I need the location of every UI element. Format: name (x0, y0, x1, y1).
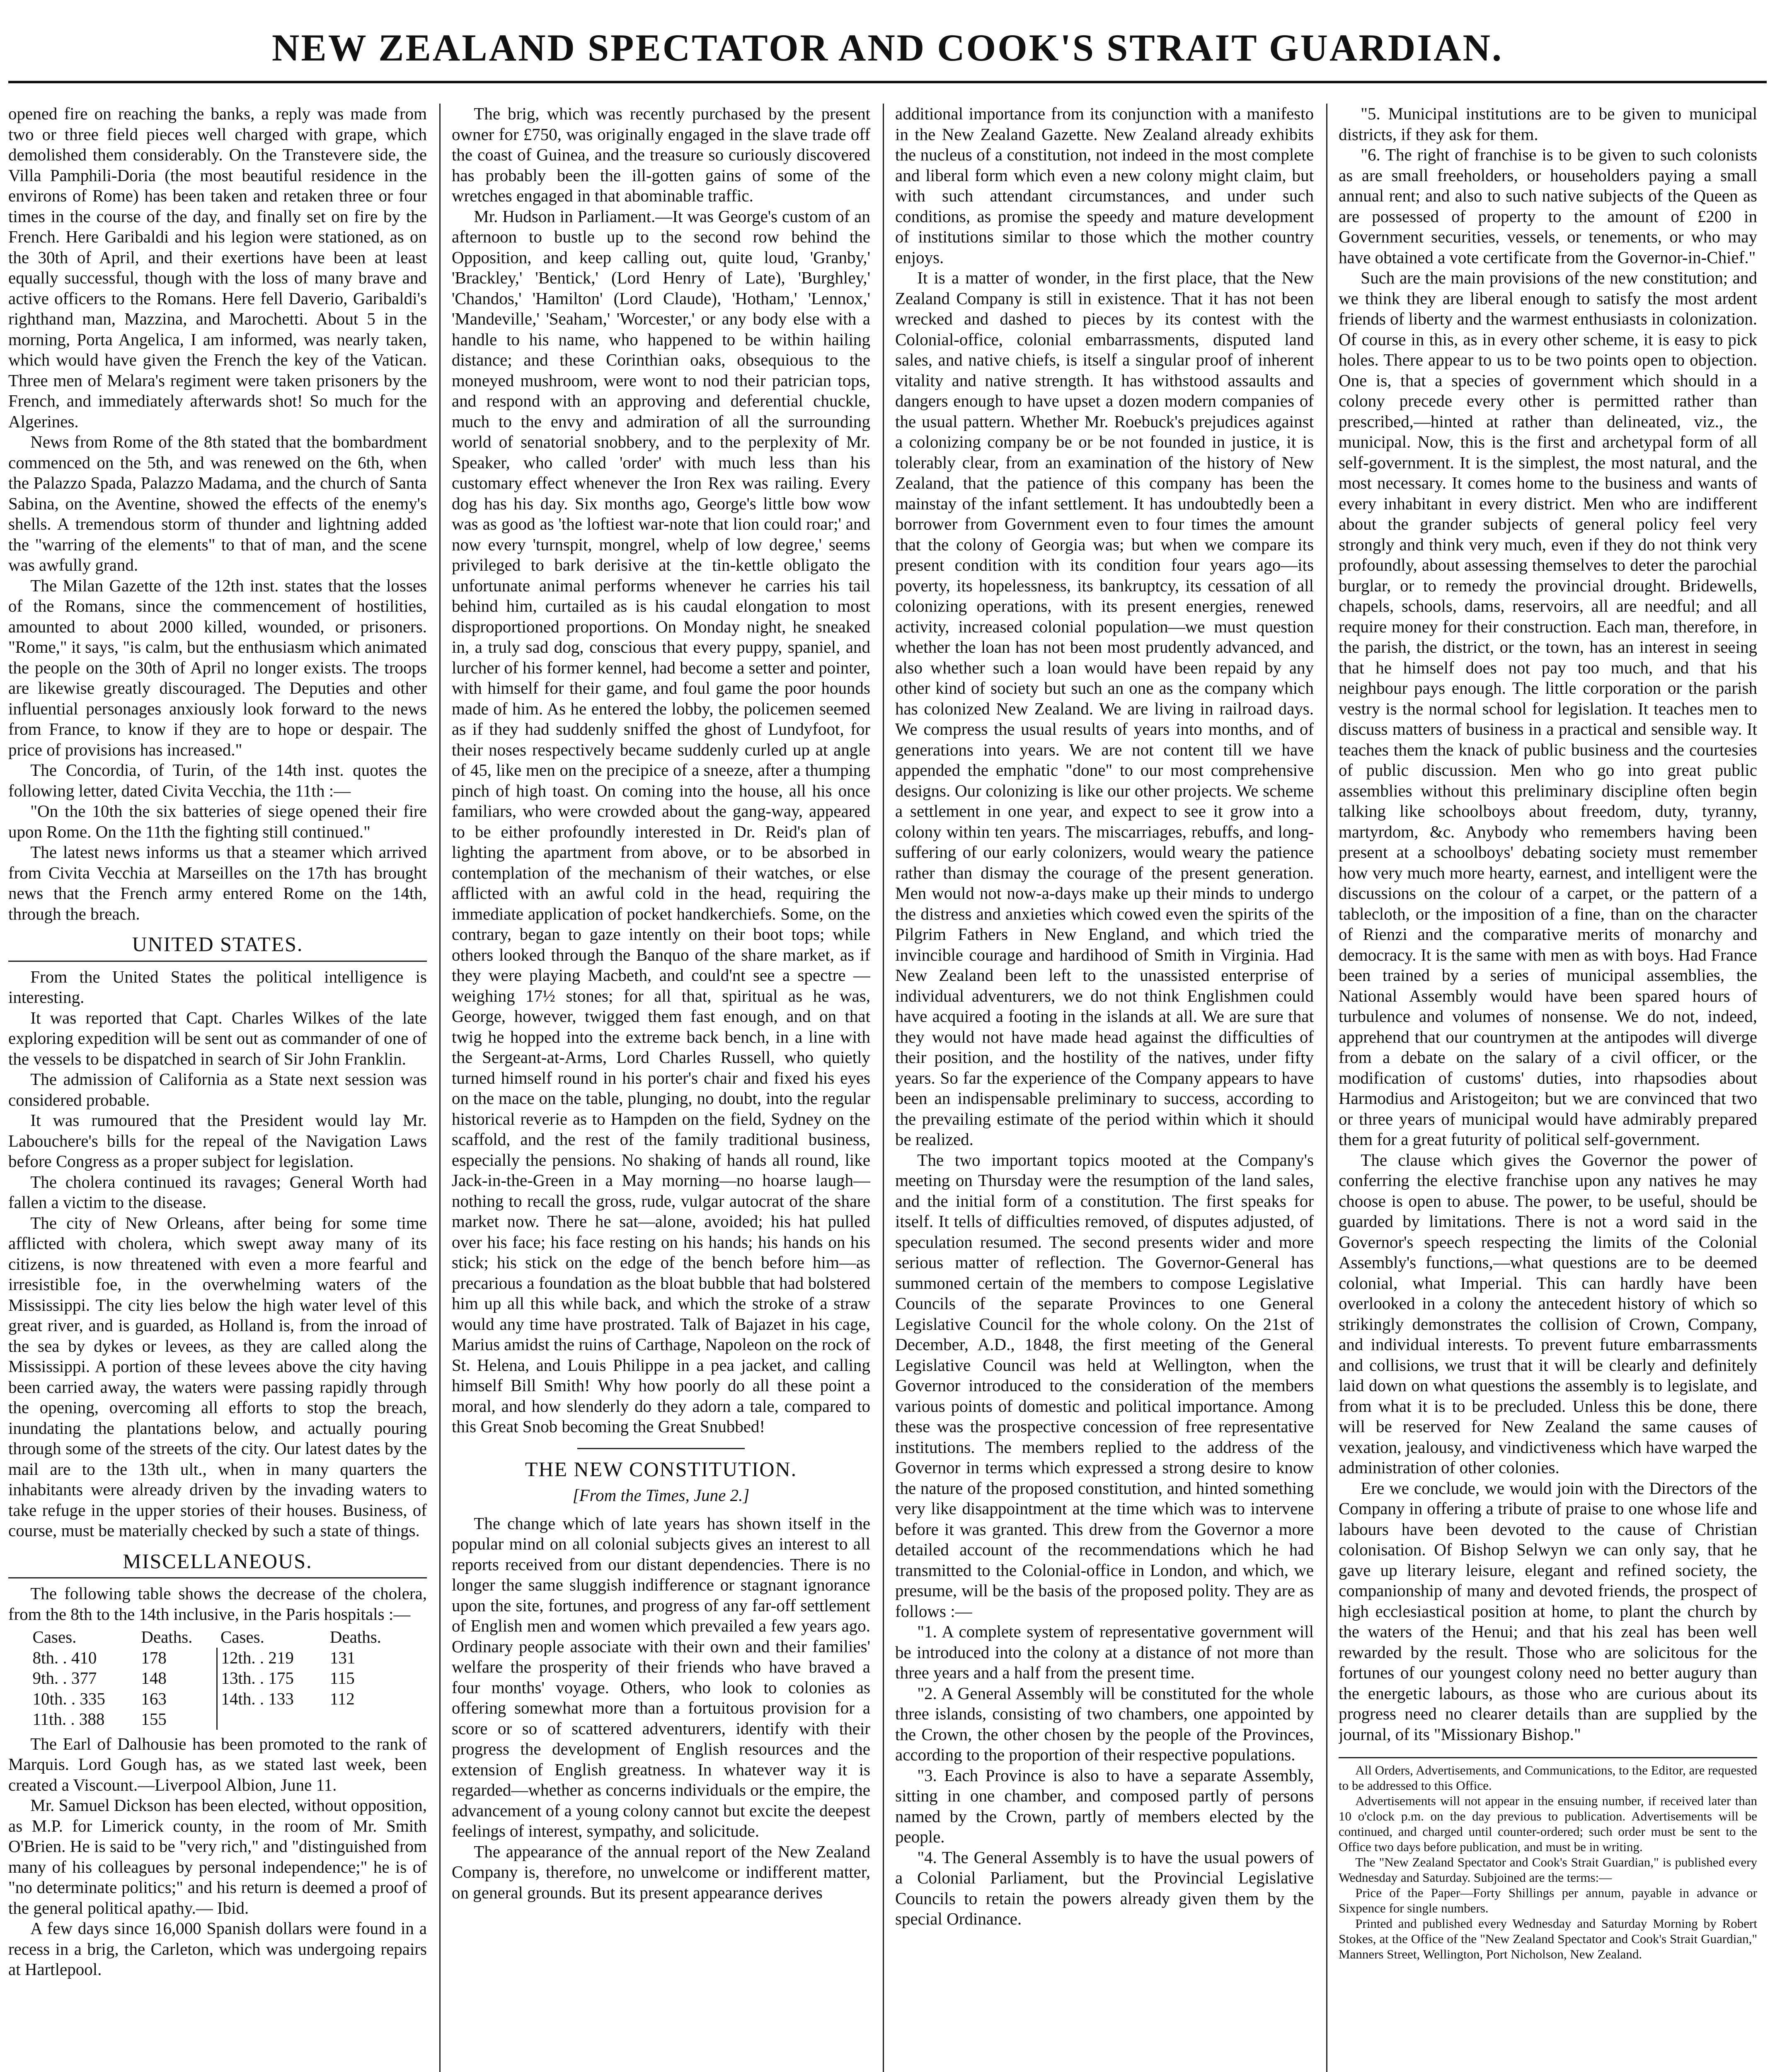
imprint-line: The "New Zealand Spectator and Cook's Strait Guardian," is published every Wednesday and Saturday. Subjoined are the terms:— (1339, 1855, 1757, 1885)
paragraph: The city of New Orleans, after being for some time afflicted with cholera, which swept away many of its citizens, is now threatened with even a more fearful and irresistible foe, in the overwhelming waters of the Mississippi. The city lies below the high water level of this great river, and is guarded, as Holland is, from the inroad of the sea by dykes or levees, as they are called along the Mississippi. A portion of these levees above the city having been carried away, the waters were passing rapidly through the opening, overcoming all efforts to stop the breach, inundating the plantations below, and actually pouring through some of the streets of the city. Our latest dates by the mail are to the 13th ult., when in many quarters the inhabitants were already driven by the invading waters to take refuge in the upper stories of their houses. Business, of course, must be materially checked by such a state of things. (8, 1213, 427, 1540)
table-cell: 115 (329, 1668, 355, 1687)
table-header-row (29, 1627, 406, 1648)
table-row (29, 1668, 406, 1689)
imprint-line: All Orders, Advertisements, and Communications, to the Editor, are requested to be addressed to this Office. (1339, 1763, 1757, 1793)
paragraph: The latest news informs us that a steamer which arrived from Civita Vecchia at Marseilles on the 17th has brought news that the French army entered Rome on the 14th, through the breach. (8, 842, 427, 923)
table-header: Cases. (32, 1627, 77, 1646)
table-cell: 8th. . 410 (32, 1648, 97, 1667)
paragraph: It is a matter of wonder, in the first place, that the New Zealand Company is still in existence. That it has not been wrecked and dashed to pieces by its contest with the Colonial-office, colonial embarrassments, disputed land sales, and native chiefs, is itself a singular proof of inherent vitality and native strength. It has withstood assaults and dangers enough to have upset a dozen modern companies of the usual pattern. Whether Mr. Roebuck's prejudices against a colonizing company be or be not founded in justice, it is tolerably clear, from an examination of the history of New Zealand, that the patience of this company has been the mainstay of the infant settlement. It has undoubtedly been a borrower from Government even to four times the amount that the colony of Georgia was; but when we compare its present condition with its condition four years ago—its poverty, its hopelessness, its bankruptcy, its cessation of all colonizing operations, with its present energies, renewed activity, increased colonial population—we must question whether the loan has not been most prudently advanced, and also whether such a loan would have been repaid by any other kind of society but such an one as the company which has colonized New Zealand. We are living in railroad days. We compress the usual results of years into months, and of generations into years. We are not content till we have appended the emphatic "done" to our most comprehensive designs. Our colonizing is like our other projects. We scheme a settlement in one year, and expect to see it grow into a colony within ten years. The miscarriages, rebuffs, and long-suffering of our early colonizers, would weary the patience rather than dismay the courage of the present generation. Men would not now-a-days make up their minds to undergo the distress and anxieties which cowed even the spirits of the Pilgrim Fathers in New England, and which tried the invincible courage and hardihood of Smith in Virginia. Had New Zealand been left to the unassisted enterprise of individual adventurers, we do not think Englishmen could have acquired a footing in the islands at all. We are sure that they would not have made head against the difficulties of their position, and the hostility of the natives, under fifty years. So far the experience of the Company appears to have been an indispensable preliminary to success, according to the prevailing estimate of the period within which it should be realized. (895, 268, 1314, 1149)
paragraph: A few days since 16,000 Spanish dollars were found in a recess in a brig, the Carleton, which was undergoing repairs at Hartlepool. (8, 1919, 427, 1979)
column-divider (883, 104, 884, 2072)
source-line: [From the Times, June 2.] (572, 1486, 750, 1505)
table-cell: 12th. . 219 (221, 1648, 294, 1667)
paragraph: From the United States the political intelligence is interesting. (8, 967, 427, 1007)
paragraph: "2. A General Assembly will be constituted for the whole three islands, consisting of two chambers, one appointed by the Crown, the other chosen by the people of the Provinces, according to the proportion of their respective populations. (895, 1683, 1314, 1764)
paragraph: Mr. Samuel Dickson has been elected, without opposition, as M.P. for Limerick county, in the room of Mr. Smith O'Brien. He is said to be "very rich," and "distinguished from many of his colleagues by personal independence;" he is of "no determinate politics;" and his return is deemed a proof of the general political apathy.— Ibid. (8, 1796, 427, 1917)
column-2 (452, 104, 870, 2072)
section-rule (8, 1577, 427, 1578)
paragraph: The admission of California as a State next session was considered probable. (8, 1070, 427, 1109)
column-4 (1339, 104, 1757, 2072)
table-cell: 14th. . 133 (221, 1689, 294, 1708)
section-heading-miscellaneous: MISCELLANEOUS. (123, 1549, 312, 1573)
table-cell: 13th. . 175 (221, 1668, 294, 1687)
table-cell: 131 (329, 1648, 356, 1667)
paragraph: Such are the main provisions of the new constitution; and we think they are liberal enough to satisfy the most ardent friends of liberty and the warmest enthusiasts in colonization. Of course in this, as in every other scheme, it is easy to pick holes. There appear to us to be two points open to objection. One is, that a species of government which should in a colony precede every other is permitted rather than prescribed,—hinted at rather than delineated, viz., the municipal. Now, this is the first and archetypal form of all self-government. It is the simplest, the most natural, and the most necessary. It comes home to the business and wants of every inhabitant in every district. Men who are indifferent about the grander subjects of general policy feel very strongly and think very much, even if they do not think very profoundly, about assessing themselves to deter the parochial burglar, or to remedy the provincial drought. Bridewells, chapels, schools, dams, reservoirs, all are needful; and all require money for their construction. Each man, therefore, in the parish, the district, or the town, has an interest in seeing that he himself does not pay too much, and that his neighbour pays enough. The little corporation or the parish vestry is the normal school for legislation. It teaches men to discuss matters of business in a practical and sensible way. It teaches them the knack of public business and the courtesies of public discussion. Men who go into great public assemblies without this preliminary discipline often begin talking like schoolboys about freedom, duty, tyranny, martyrdom, &c. Anybody who remembers having been present at a schoolboys' debating society must remember how very much more hearty, earnest, and intelligent were the discussions on the colour of a carpet, or the pattern of a tablecloth, or the imposition of a fine, than on the character of Rienzi and the comparative merits of monarchy and democracy. It is the same with men as with boys. Had France been trained by a series of municipal assemblies, the National Assembly would have been spared hours of turbulence and volumes of nonsense. We do not, indeed, apprehend that our countrymen at the antipodes will diverge from a debate on the salary of a civil officer, or the modification of customs' duties, into rhapsodies about Harmodius and Aristogeiton; but we are convinced that two or three years of municipal would have admirably prepared them for a great futurity of political self-government. (1339, 268, 1757, 1149)
paragraph: The two important topics mooted at the Company's meeting on Thursday were the resumption of the land sales, and the initial form of a constitution. The first speaks for itself. It tells of difficulties removed, of disputes adjusted, of speculation resumed. The second presents wider and more serious matter of reflection. The Governor-General has summoned certain of the members to compose Legislative Councils of the separate Provinces to one General Legislative Council for the whole colony. On the 21st of December, A.D., 1848, the first meeting of the General Legislative Council was held at Wellington, when the Governor introduced to the consideration of the members various points of domestic and political importance. Among these was the prospective concession of free representative institutions. The members replied to the address of the Governor in terms which expressed a strong desire to know the nature of the proposed constitution, and hinted something very like disappointment at the time which was to intervene before it was granted. This drew from the Governor a more detailed account of the recommendations which he had transmitted to the Colonial-office in London, and which, we presume, will be the basis of the proposed polity. They are as follows :— (895, 1150, 1314, 1621)
paragraph: The Earl of Dalhousie has been promoted to the rank of Marquis. Lord Gough has, as we stated last week, been created a Viscount.—Liverpool Albion, June 11. (8, 1734, 427, 1794)
cholera-table (29, 1627, 406, 1730)
paragraph: opened fire on reaching the banks, a reply was made from two or three field pieces well charged with grape, which demolished them considerably. On the Transtevere side, the Villa Pamphili-Doria (the most beautiful residence in the environs of Rome) has been taken and retaken three or four times in the course of the day, and finally set on fire by the French. Here Garibaldi and his legion were stationed, as on the 30th of April, and their exertions have been at least equally successful, though with the loss of many brave and active officers to the Romans. Here fell Daverio, Garibaldi's righthand man, Mazzina, and Marochetti. About 5 in the morning, Porta Angelica, I am informed, was nearly taken, which would have given the French the key of the Vatican. Three men of Melara's regiment were taken prisoners by the French, and immediately afterwards shot! So much for the Algerines. (8, 104, 427, 431)
paragraph: "On the 10th the six batteries of siege opened their fire upon Rome. On the 11th the fighting still continued." (8, 801, 427, 841)
table-header: Deaths. (141, 1627, 193, 1646)
paragraph: additional importance from its conjunction with a manifesto in the New Zealand Gazette. New Zealand already exhibits the nucleus of a constitution, not indeed in the most complete and liberal form which even a new colony might claim, but with such attendant circumstances, and under such conditions, as promise the speedy and mature development of institutions similar to those which the mother country enjoys. (895, 104, 1314, 267)
table-cell: 178 (138, 1648, 217, 1668)
table-header: Deaths. (329, 1627, 381, 1646)
paragraph: The appearance of the annual report of the New Zealand Company is, therefore, no unwelcome or indifferent matter, on general grounds. But its present appearance derives (452, 1842, 870, 1902)
table-cell: 112 (329, 1689, 355, 1708)
section-rule (8, 961, 427, 962)
table-cell: 163 (138, 1689, 217, 1709)
publisher-imprint (1339, 1757, 1757, 1962)
table-cell (217, 1709, 327, 1730)
paragraph: The Milan Gazette of the 12th inst. states that the losses of the Romans, since the commencement of hostilities, amounted to about 2000 killed, wounded, or prisoners. "Rome," it says, "is calm, but the enthusiasm which animated the people on the 30th of April no longer exists. The troops are likewise greatly discouraged. The Deputies and other influential personages anxiously look forward to the news from France, to know if they are to hope or despair. The price of provisions has increased." (8, 576, 427, 759)
masthead: NEW ZEALAND SPECTATOR AND COOK'S STRAIT GUARDIAN. (271, 27, 1503, 69)
paragraph: "1. A complete system of representative government will be introduced into the colony at a distance of not more than three years and a half from the present time. (895, 1622, 1314, 1682)
table-row (29, 1648, 406, 1668)
imprint-line: Printed and published every Wednesday and Saturday Morning by Robert Stokes, at the Office of the "New Zealand Spectator and Cook's Strait Guardian," Manners Street, Wellington, Port Nicholson, New Zealand. (1339, 1916, 1757, 1961)
paragraph: It was reported that Capt. Charles Wilkes of the late exploring expedition will be sent out as commander of one of the vessels to be dispatched in search of Sir John Franklin. (8, 1008, 427, 1068)
table-row (29, 1689, 406, 1709)
section-heading-united-states: UNITED STATES. (132, 932, 303, 956)
column-divider (439, 104, 441, 2072)
paragraph: The clause which gives the Governor the power of conferring the elective franchise upon any natives he may choose is open to abuse. The power, to be useful, should be guarded by limitations. There is not a word said in the Governor's speech respecting the limits of the Colonial Assembly's functions,—what questions are to be deemed colonial, what Imperial. This can hardly have been overlooked in a colony the antecedent history of which so strikingly demonstrates the collision of Crown, Company, and individual interests. To prevent future embarrassments and collisions, we trust that it will be clearly and definitely laid down on what questions the assembly is to legislate, and from what it is to be precluded. Unless this be done, there will be reserved for New Zealand the same causes of vexation, jealousy, and vindictiveness which have warped the administration of other colonies. (1339, 1150, 1757, 1477)
paragraph: It was rumoured that the President would lay Mr. Labouchere's bills for the repeal of the Navigation Laws before Congress as a proper subject for legislation. (8, 1111, 427, 1171)
table-header: Cases. (220, 1627, 264, 1646)
paragraph: The brig, which was recently purchased by the present owner for £750, was originally engaged in the slave trade off the coast of Guinea, and the treasure so curiously discovered has probably been the ill-gotten gains of some of the wretches engaged in that abominable traffic. (452, 104, 870, 205)
column-divider (1326, 104, 1327, 2072)
paragraph: The change which of late years has shown itself in the popular mind on all colonial subjects gives an interest to all reports received from our distant dependencies. There is no longer the same sluggish indifference or stagnant ignorance upon the site, fortunes, and progress of any far-off settlement of English men and women which prevailed a few years ago. Ordinary people associate with their own and their families' welfare the prosperity of their friends who have braved a four months' voyage. Others, who look to colonies as offering somewhat more than a fortuitous provision for a score or so of scattered adventurers, identify with their progress the development of English resources and the extension of English greatness. In whatever way it is regarded—whether as concerns individuals or the empire, the advancement of a young colony cannot but excite the deepest feelings of interest, sympathy, and solicitude. (452, 1513, 870, 1840)
paragraph: "4. The General Assembly is to have the usual powers of a Colonial Parliament, but the Provincial Legislative Councils to retain the powers already given them by the special Ordinance. (895, 1847, 1314, 1928)
table-row (29, 1709, 406, 1730)
section-heading-new-constitution: THE NEW CONSTITUTION. (525, 1457, 797, 1481)
column-3 (895, 104, 1314, 2072)
imprint-line: Price of the Paper—Forty Shillings per annum, payable in advance or Sixpence for single numbers. (1339, 1886, 1757, 1915)
table-cell (327, 1709, 406, 1730)
paragraph: News from Rome of the 8th stated that the bombardment commenced on the 5th, and was renewed on the 6th, when the Palazzo Spada, Palazzo Madama, and the church of Santa Sabina, on the Aventine, showed the effects of the enemy's shells. A tremendous storm of thunder and lightning added the "warring of the elements" to that of man, and the scene was awfully grand. (8, 432, 427, 574)
paragraph: Ere we conclude, we would join with the Directors of the Company in offering a tribute of praise to one whose life and labours have been devoted to the cause of Christian colonisation. Of Bishop Selwyn we can only say, that he gave up literary leisure, elegant and refined society, the companionship of many and devoted friends, the prospect of high ecclesiastical position at home, to plant the church by the waters of the Henui; and that his zeal has been well rewarded by the result. Those who are solicitous for the fortunes of our youngest colony need no better augury than the energetic labours, as those who are curious about its progress need no clearer details than are supplied by the journal, of its "Missionary Bishop." (1339, 1478, 1757, 1744)
paragraph: The cholera continued its ravages; General Worth had fallen a victim to the disease. (8, 1172, 427, 1212)
masthead-rule (8, 81, 1767, 83)
column-1 (8, 104, 427, 2072)
table-cell: 11th. . 388 (32, 1709, 105, 1728)
paragraph: Mr. Hudson in Parliament.—It was George's custom of an afternoon to bustle up to the second row behind the Opposition, and keep calling out, quite loud, 'Granby,' 'Brackley,' 'Bentick,' (Lord Henry of Late), 'Burghley,' 'Chandos,' 'Hamilton' (Lord Claude), 'Hotham,' 'Lennox,' 'Mandeville,' 'Seaham,' 'Worcester,' or any body else with a handle to his name, who happened to be within hailing distance; and these Corinthian oaks, obsequious to the moneyed mushroom, were wont to nod their patrician tops, and respond with an approving and deferential chuckle, much to the envy and admiration of all the surrounding world of senatorial snobbery, and to the perplexity of Mr. Speaker, who called 'order' with much less than his customary effect whenever the Iron Rex was railing. Every dog has his day. Six months ago, George's little bow wow was as good as 'the loftiest war-note that lion could roar;' and now every 'turnspit, mongrel, whelp of low degree,' seems privileged to bark derisive at the tin-kettle obligato the unfortunate animal performs whenever he carries his tail behind him, curtailed as is his caudal elongation to most disproportioned proportions. On Monday night, he sneaked in, a truly sad dog, conscious that every puppy, spaniel, and lurcher of his former kennel, had become a setter and pointer, with himself for their game, and foul game the poor hounds made of him. As he entered the lobby, the policemen seemed as if they had suddenly sniffed the ghost of Lundyfoot, for their noses respectively became suddenly curled up at angle of 45, like men on the precipice of a sneeze, after a thumping pinch of high toast. On coming into the house, all his once familiars, who were crowded about the gang-way, appeared to be either profoundly interested in Dr. Reid's plan of lighting the apartment from above, or to be absorbed in contemplation of the mechanism of their watches, or else afflicted with an awful cold in the head, requiring the immediate application of pocket handkerchiefs. Some, on the contrary, began to gaze intently on their boot tops; while others looked through the Banquo of the share market, as if they were playing Macbeth, and could'nt see a spectre —weighing 17½ stones; for all that, spiritual as he was, George, however, twigged them fast enough, and on that twig he hopped into the extreme back bench, in a line with the Sergeant-at-Arms, Lord Charles Russell, who quietly turned himself round in his porter's chair and fixed his eyes on the mace on the table, plunging, no doubt, into the regular historical reverie as to Hampden on the field, Sydney on the scaffold, and the rest of the family traditional business, especially the pensions. No shaking of hands all round, like Jack-in-the-Green in a May morning—no hoarse laugh—nothing to recall the gross, rude, vulgar autocrat of the share market now. There he sat—alone, avoided; his hat pulled over his face; his face resting on his hands; his hands on his stick; his stick on the edge of the bench before him—as precarious a foundation as the bloat bubble that had bolstered him up all this while back, and which the stroke of a straw would any time have prostrated. Talk of Bajazet in his cage, Marius amidst the ruins of Carthage, Napoleon on the rock of St. Helena, and Louis Philippe in a pea jacket, and calling himself Bill Smith! Why how poorly do all these point a moral, and how slenderly do they adorn a tale, compared to this Great Snob becoming the Great Snubbed! (452, 206, 870, 1436)
table-cell: 155 (138, 1709, 217, 1730)
paragraph: The Concordia, of Turin, of the 14th inst. quotes the following letter, dated Civita Vecchia, the 11th :— (8, 760, 427, 800)
table-cell: 10th. . 335 (32, 1689, 105, 1708)
table-cell: 9th. . 377 (32, 1668, 97, 1687)
table-cell: 148 (138, 1668, 217, 1689)
paragraph: "5. Municipal institutions are to be given to municipal districts, if they ask for them. (1339, 104, 1757, 144)
paragraph: "3. Each Province is also to have a separate Assembly, sitting in one chamber, and composed partly of persons named by the Crown, partly of members elected by the people. (895, 1765, 1314, 1846)
paragraph: "6. The right of franchise is to be given to such colonists as are small freeholders, or householders paying a small annual rent; and also to such native subjects of the Queen as are possessed of property to the amount of £200 in Government securities, vessels, or tenements, or who may have obtained a vote certificate from the Governor-in-Chief." (1339, 145, 1757, 267)
imprint-line: Advertisements will not appear in the ensuing number, if received later than 10 o'clock p.m. on the day previous to publication. Advertisements will be continued, and charged until counter-ordered; such order must be sent to the Office two days before publication, and must be in writing. (1339, 1794, 1757, 1854)
section-rule (577, 1448, 745, 1449)
paragraph: The following table shows the decrease of the cholera, from the 8th to the 14th inclusive, in the Paris hospitals :— (8, 1584, 427, 1624)
